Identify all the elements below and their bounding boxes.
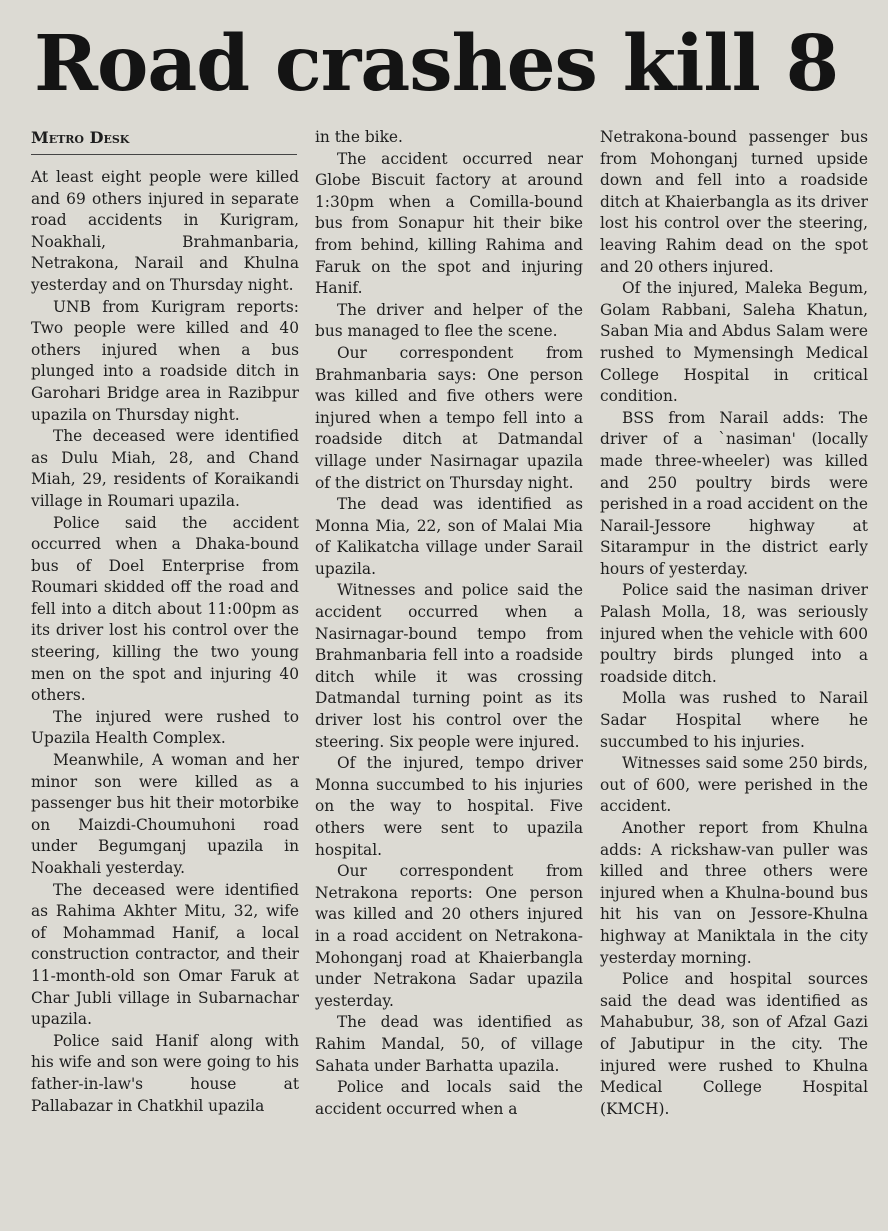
paragraph: The deceased were identified as Dulu Miah, 28, and Chand Miah, 29, residents of Koraikandi village in Roumari upazila.	[31, 427, 299, 510]
paragraph: Police said the accident occurred when a Dhaka-bound bus of Doel Enterprise from Roumari skidded off the road and fell into a ditch about 11:00pm as its driver lost his control over the steering, killing the two young men on the spot and injuring 40 others.	[31, 513, 299, 705]
article-column-3	[600, 127, 868, 1120]
paragraph: Our correspondent from Netrakona reports: One person was killed and 20 others injured in a road accident on Netrakona-Mohonganj road at Khaierbangla under Netrakona Sadar upazila yesterday.	[315, 862, 583, 1010]
article-column-2	[315, 127, 583, 1120]
paragraph: The dead was identified as Rahim Mandal, 50, of village Sahata under Barhatta upazila.	[315, 1013, 583, 1075]
paragraph: BSS from Narail adds: The driver of a `nasiman' (locally made three-wheeler) was killed and 250 poultry birds were perished in a road accident on the Narail-Jessore highway at Sitarampur in the district early hours of yesterday.	[600, 408, 868, 578]
headline: Road crashes kill 8	[34, 19, 839, 109]
paragraph: Of the injured, tempo driver Monna succumbed to his injuries on the way to hospital. Five others were sent to upazila hospital.	[315, 754, 583, 859]
paragraph: Meanwhile, A woman and her minor son were killed as a passenger bus hit their motorbike on Maizdi-Choumuhoni road under Begumganj upazila in Noakhali yesterday.	[31, 751, 299, 877]
paragraph: Witnesses and police said the accident occurred when a Nasirnagar-bound tempo from Brahmanbaria fell into a roadside ditch while it was crossing Datmandal turning point as its driver lost his control over the steering. Six people were injured.	[315, 581, 583, 751]
paragraph: in the bike.	[315, 128, 403, 146]
paragraph: Of the injured, Maleka Begum, Golam Rabbani, Saleha Khatun, Saban Mia and Abdus Salam were rushed to Mymensingh Medical College Hospital in critical condition.	[600, 279, 868, 406]
paragraph: The deceased were identified as Rahima Akhter Mitu, 32, wife of Mohammad Hanif, a local construction contractor, and their 11-month-old son Omar Faruk at Char Jubli village in Subarnachar upazila.	[31, 880, 299, 1029]
article-column-1	[31, 127, 299, 1117]
paragraph: Police and locals said the accident occurred when a	[315, 1078, 583, 1118]
paragraph: Police and hospital sources said the dead was identified as Mahabubur, 38, son of Afzal Gazi of Jabutipur in the city. The injured were rushed to Khulna Medical College Hospital (KMCH).	[600, 970, 868, 1118]
paragraph: At least eight people were killed and 69 others injured in separate road accidents in Kurigram, Noakhali, Brahmanbaria, Netrakona, Narail and Khulna yesterday and on Thursday night.	[31, 168, 299, 294]
paragraph: Our correspondent from Brahmanbaria says: One person was killed and five others were injured when a tempo fell into a roadside ditch at Datmandal village under Nasirnagar upazila of the district on Thursday night.	[315, 343, 583, 492]
paragraph: UNB from Kurigram reports: Two people were killed and 40 others injured when a bus plunged into a roadside ditch in Garohari Bridge area in Razibpur upazila on Thursday night.	[31, 297, 299, 424]
paragraph: Netrakona-bound passenger bus from Mohonganj turned upside down and fell into a roadside ditch at Khaierbangla as its driver lost his control over the steering, leaving Rahim dead on the spot and 20 others injured.	[600, 128, 868, 276]
paragraph: The accident occurred near Globe Biscuit factory at around 1:30pm when a Comilla-bound bus from Sonapur hit their bike from behind, killing Rahima and Faruk on the spot and injuring Hanif.	[315, 149, 583, 298]
paragraph: Police said Hanif along with his wife and son were going to his father-in-law's house at Pallabazar in Chatkhil upazila	[31, 1031, 299, 1115]
paragraph: The dead was identified as Monna Mia, 22, son of Malai Mia of Kalikatcha village under Sarail upazila.	[315, 495, 583, 578]
paragraph: Police said the nasiman driver Palash Molla, 18, was seriously injured when the vehicle with 600 poultry birds plunged into a roadside ditch.	[600, 581, 868, 686]
paragraph: Molla was rushed to Narail Sadar Hospital where he succumbed to his injuries.	[600, 689, 868, 751]
byline: Metro Desk	[31, 127, 297, 155]
paragraph: The injured were rushed to Upazila Health Complex.	[31, 707, 299, 748]
paragraph: The driver and helper of the bus managed to flee the scene.	[315, 300, 583, 341]
paragraph: Another report from Khulna adds: A rickshaw-van puller was killed and three others were injured when a Khulna-bound bus hit his van on Jessore-Khulna highway at Maniktala in the city yesterday morning.	[600, 819, 868, 967]
paragraph: Witnesses said some 250 birds, out of 600, were perished in the accident.	[600, 754, 868, 816]
